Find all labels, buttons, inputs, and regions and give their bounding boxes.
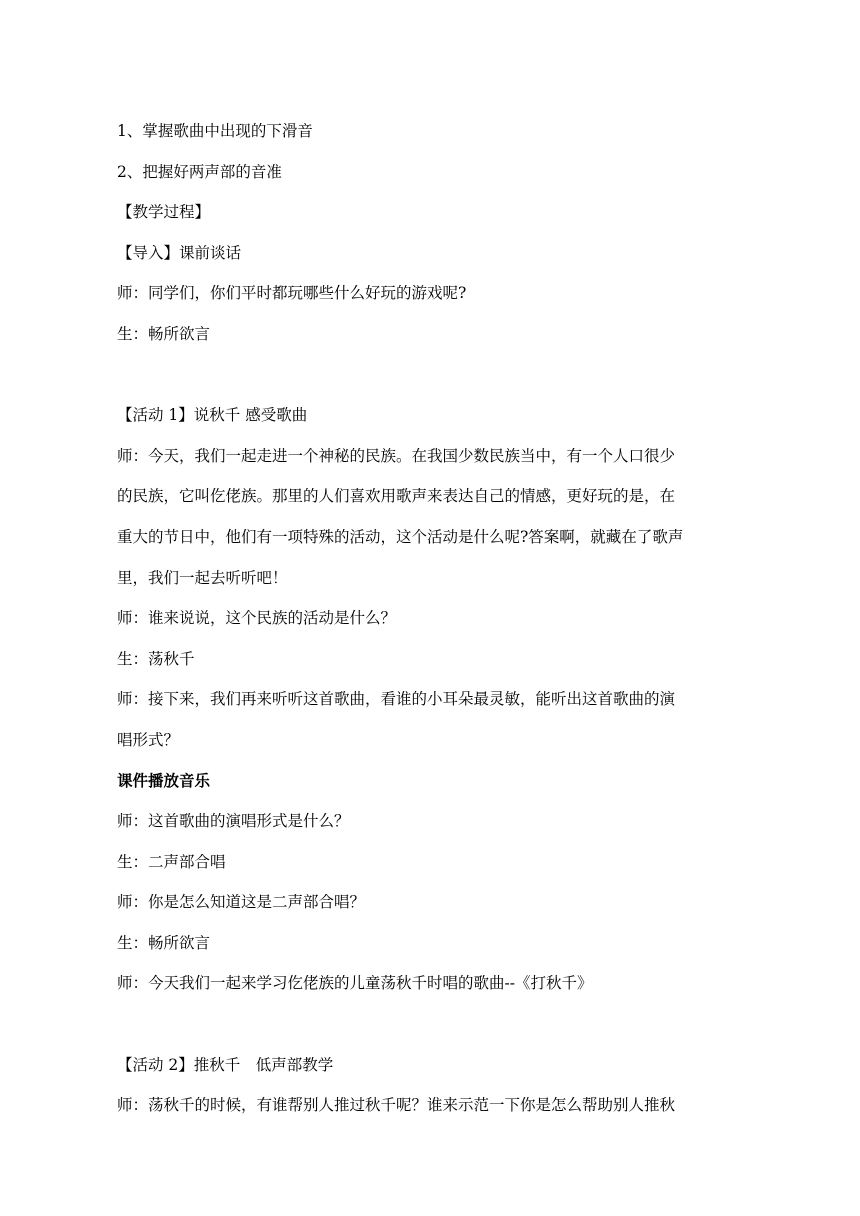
dialogue-line: 师：这首歌曲的演唱形式是什么？ — [117, 812, 350, 831]
paragraph-line: 重大的节日中，他们有一项特殊的活动，这个活动是什么呢?答案啊，就藏在了歌声 — [117, 527, 684, 546]
goal-item-2: 2、把握好两声部的音准 — [117, 162, 282, 181]
goal-item-1: 1、掌握歌曲中出现的下滑音 — [117, 122, 313, 140]
dialogue-line: 师：谁来说说，这个民族的活动是什么？ — [117, 609, 397, 628]
dialogue-line: 生：畅所欲言 — [117, 324, 211, 343]
dialogue-line: 生：荡秋千 — [117, 649, 195, 668]
dialogue-line: 师：同学们，你们平时都玩哪些什么好玩的游戏呢? — [117, 284, 467, 303]
paragraph-line: 师：今天，我们一起走进一个神秘的民族。在我国少数民族当中，有一个人口很少 — [117, 446, 676, 465]
paragraph-line: 唱形式？ — [117, 730, 180, 749]
dialogue-line: 师：你是怎么知道这是二声部合唱？ — [117, 893, 366, 912]
paragraph-line: 师：荡秋千的时候，有谁帮别人推过秋千呢？谁来示范一下你是怎么帮助别人推秋 — [117, 1096, 676, 1115]
dialogue-line: 师：今天我们一起来学习仡佬族的儿童荡秋千时唱的歌曲--《打秋千》 — [117, 974, 593, 993]
dialogue-line: 生：二声部合唱 — [117, 852, 226, 871]
document-body — [117, 111, 747, 1126]
section-heading-process: 【教学过程】 — [117, 203, 211, 222]
activity1-heading: 【活动 1】说秋千 感受歌曲 — [117, 406, 308, 425]
blank-line — [117, 355, 747, 396]
paragraph-line: 的民族，它叫仡佬族。那里的人们喜欢用歌声来表达自己的情感，更好玩的是，在 — [117, 487, 676, 506]
intro-heading: 【导入】课前谈话 — [117, 243, 242, 262]
dialogue-line: 生：畅所欲言 — [117, 933, 211, 952]
paragraph-line: 师：接下来，我们再来听听这首歌曲，看谁的小耳朵最灵敏，能听出这首歌曲的演 — [117, 690, 676, 709]
paragraph-line: 里，我们一起去听听吧！ — [117, 568, 288, 587]
blank-line — [117, 1004, 747, 1045]
courseware-note: 课件播放音乐 — [117, 771, 211, 790]
activity2-heading: 【活动 2】推秋千 低声部教学 — [117, 1055, 334, 1074]
